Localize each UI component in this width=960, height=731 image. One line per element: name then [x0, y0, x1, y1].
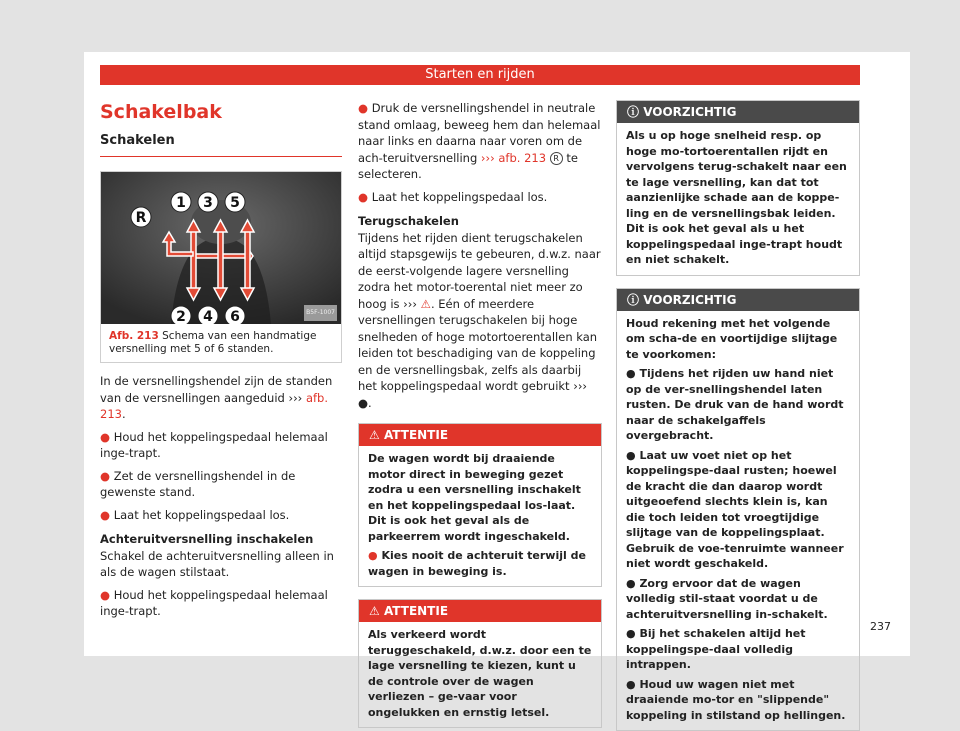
column-1	[100, 100, 342, 620]
caption-text: Schema van een handmatige versnelling met 5 of 6 standen.	[109, 330, 316, 355]
warning-body: De wagen wordt bij draaiende motor direct in beweging gezet zodra u een versnelling inschakelt en het koppelingspedaal los-laat. Dit is ook het geval als de parkeerrem wordt ingeschakeld. ● Kies nooit de achteruit terwijl de wagen in beweging is.	[359, 446, 601, 586]
intro-paragraph: In de versnellingshendel zijn de standen van de versnellingen aangeduid ››› afb. 213.	[100, 373, 342, 423]
warning-header: ⚠ ATTENTIE	[359, 424, 601, 446]
reverse-gear-icon: R	[550, 152, 563, 165]
gear-label-1	[171, 192, 191, 212]
list-item: ● Laat het koppelingspedaal los.	[358, 189, 602, 206]
section-subtitle: Schakelen	[100, 132, 342, 157]
caution-body: Als u op hoge snelheid resp. op hoge mo-tortoerentallen rijdt en vervolgens terug-schakelt naar een te lage versnelling, kan dat tot aanzienlijke schade aan de koppe-ling en de versnellingsbak leiden. Dit is ook het geval als u het koppelingspedaal inge-trapt houdt en niet schakelt.	[617, 123, 859, 275]
warning-header: ⚠ ATTENTIE	[359, 600, 601, 622]
figure-caption	[101, 324, 341, 362]
gear-label-6	[225, 306, 245, 324]
list-item: ● Zet de versnellingshendel in de gewenste stand.	[100, 468, 342, 501]
downshift-paragraph: Tijdens het rijden dient terugschakelen altijd stapsgewijs te gebeuren, d.w.z. naar de eerst-volgende lagere versnelling zodra het motor-toerental niet meer zo hoog is ››› ⚠. Eén of meerdere versnellingen terugschakelen bij hoge snelheden of hoge motortoerentallen kan leiden tot beschadiging van de koppeling en de versnellingsbak, zelfs als daarbij het koppelingspedaal wordt gebruikt ››› ●.	[358, 230, 602, 412]
caption-ref: Afb. 213	[109, 330, 159, 342]
reverse-paragraph: Schakel de achteruitversnelling alleen in als de wagen stilstaat.	[100, 548, 342, 581]
gear-label-4	[198, 306, 218, 324]
gear-label-R	[131, 207, 151, 227]
subheading-downshift: Terugschakelen	[358, 213, 602, 230]
warning-triangle-icon: ⚠	[421, 297, 431, 311]
gear-pattern-diagram	[101, 172, 341, 324]
section-header: Starten en rijden	[100, 65, 860, 85]
warning-box-1	[358, 423, 602, 587]
svg-text:6: 6	[230, 309, 240, 324]
figure-link[interactable]: afb. 213	[100, 391, 328, 422]
warning-body: Als verkeerd wordt teruggeschakeld, d.w.z. door een te lage versnelling te kiezen, kunt u de controle over de wagen verliezen – ge-vaar voor ongelukken en ernstig letsel.	[359, 622, 601, 727]
figure-link[interactable]: ››› afb. 213	[481, 151, 546, 165]
page-number: 237	[870, 620, 891, 633]
figure-213	[100, 171, 342, 363]
gear-shift-illustration	[101, 172, 341, 324]
info-dot-icon: ●	[358, 396, 368, 410]
caution-box-1	[616, 100, 860, 276]
column-2	[358, 100, 602, 728]
gear-label-2	[171, 306, 191, 324]
svg-text:4: 4	[203, 309, 213, 324]
list-item: ● Laat het koppelingspedaal los.	[100, 507, 342, 524]
svg-text:2: 2	[176, 309, 186, 324]
gear-label-5	[225, 192, 245, 212]
list-item: ● Houd het koppelingspedaal helemaal inge-trapt.	[100, 429, 342, 462]
page-title: Schakelbak	[100, 100, 342, 124]
column-3	[616, 100, 860, 731]
subheading-reverse: Achteruitversnelling inschakelen	[100, 531, 342, 548]
gear-label-3	[198, 192, 218, 212]
list-item: ● Houd het koppelingspedaal helemaal inge-trapt.	[100, 587, 342, 620]
caution-body: Houd rekening met het volgende om scha-de en voortijdige slijtage te voorkomen: ● Tijdens het rijden uw hand niet op de ver-snellingshendel laten rusten. De druk van de hand wordt naar de schakelgaffels overgebracht. ● Laat uw voet niet op het koppelingspe-daal rusten; hoewel de kracht die dan daarop wordt uitgeoefend slechts klein is, kan die toch leiden tot vroegtijdige slijtage van de koppelingsplaat. Gebruik de voe-tenruimte wanneer niet wordt geschakeld. ● Zorg ervoor dat de wagen volledig stil-staat voordat u de achteruitversnelling in-schakelt. ● Bij het schakelen altijd het koppelingspe-daal volledig intrappen. ● Houd uw wagen niet met draaiende mo-tor en "slippende" koppeling in stilstand op hellingen.	[617, 311, 859, 731]
warning-box-2	[358, 599, 602, 728]
caution-header: ⓘ VOORZICHTIG	[617, 101, 859, 123]
svg-text:R: R	[136, 210, 147, 226]
svg-text:3: 3	[203, 195, 213, 211]
figure-code: B5F-1007	[304, 305, 337, 322]
list-item: ● Druk de versnellingshendel in neutrale stand omlaag, beweeg hem dan helemaal naar links en daarna naar voren om de ach-teruitversnelling ››› afb. 213 R te selecteren.	[358, 100, 602, 183]
caution-header: ⓘ VOORZICHTIG	[617, 289, 859, 311]
svg-text:5: 5	[230, 195, 240, 211]
caution-box-2	[616, 288, 860, 731]
svg-text:1: 1	[176, 195, 186, 211]
